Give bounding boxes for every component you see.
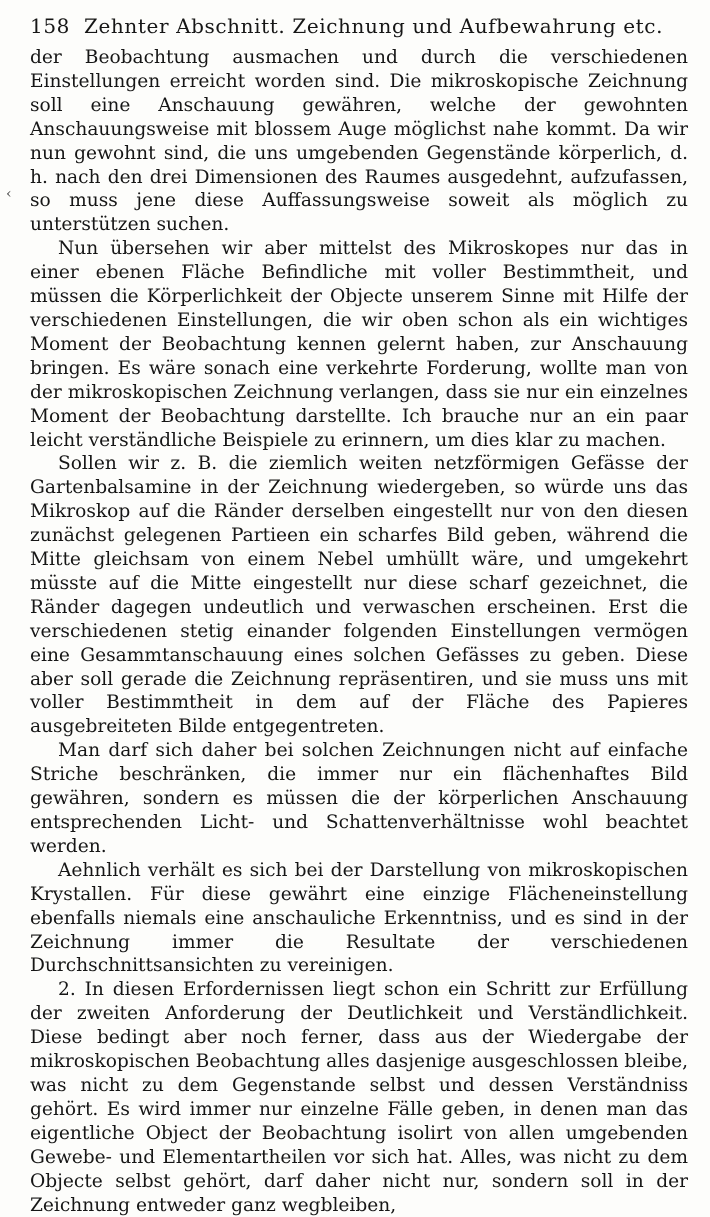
paragraph: Man darf sich daher bei solchen Zeichnungen nicht auf einfache Striche beschränken, die immer nur ein flächenhaftes Bild gewähren, sondern es müssen die der körperlichen Anschauung entsprechenden Licht- und Schattenverhältnisse wohl beachtet werden. <box>30 740 688 857</box>
paragraph: 2. In diesen Erfordernissen liegt schon ein Schritt zur Erfüllung der zweiten Anforderung der Deutlichkeit und Verständlichkeit. Diese bedingt aber noch ferner, dass aus der Wiedergabe der mikroskopischen Beobachtung alles dasjenige ausgeschlossen bleibe, was nicht zu dem Gegenstande selbst und dessen Verständniss gehört. Es wird immer nur einzelne Fälle geben, in denen man das eigentliche Object der Beobachtung isolirt von allen umgebenden Gewebe- und Elementartheilen vor sich hat. Alles, was nicht zu dem Objecte selbst gehört, darf daher nicht nur, sondern soll in der Zeichnung entweder ganz wegbleiben, <box>30 979 688 1216</box>
paragraph: der Beobachtung ausmachen und durch die verschiedenen Einstellungen erreicht worden sind. Die mikroskopische Zeichnung soll eine Anschauung gewähren, welche der gewohnten Anschauungsweise mit blossem Auge möglichst nahe kommt. Da wir nun gewohnt sind, die uns umgebenden Gegenstände körperlich, d. h. nach den drei Dimensionen des Raumes ausgedehnt, aufzufassen, so muss jene diese Auffassungsweise soweit als möglich zu unterstützen suchen. <box>30 47 688 236</box>
paragraph: Aehnlich verhält es sich bei der Darstellung von mikroskopischen Krystallen. Für diese gewährt eine einzige Flächeneinstellung ebenfalls niemals eine anschauliche Erkenntniss, und es sind in der Zeichnung immer die Resultate der verschiedenen Durchschnittsansichten zu vereinigen. <box>30 859 688 977</box>
page-number: 158 <box>30 14 70 38</box>
body-text <box>30 46 688 1217</box>
running-title: Zehnter Abschnitt. Zeichnung und Aufbewahrung etc. <box>83 14 664 38</box>
paragraph: Nun übersehen wir aber mittelst des Mikroskopes nur das in einer ebenen Fläche Befindliche mit voller Bestimmtheit, und müssen die Körperlichkeit der Objecte unserem Sinne mit Hilfe der verschiedenen Einstellungen, die wir oben schon als ein wichtiges Moment der Beobachtung kennen gelernt haben, zur Anschauung bringen. Es wäre sonach eine verkehrte Forderung, wollte man von der mikroskopischen Zeichnung verlangen, dass sie nur ein einzelnes Moment der Beobachtung darstellte. Ich brauche nur an ein paar leicht verständliche Beispiele zu erinnern, um dies klar zu machen. <box>30 238 688 451</box>
margin-mark: ‹ <box>6 186 12 202</box>
running-header <box>30 14 688 38</box>
paragraph: Sollen wir z. B. die ziemlich weiten netzförmigen Gefässe der Gartenbalsamine in der Zeichnung wiedergeben, so würde uns das Mikroskop auf die Ränder derselben eingestellt nur von den diesen zunächst gelegenen Partieen ein scharfes Bild geben, während die Mitte gleichsam von einem Nebel umhüllt wäre, und umgekehrt müsste auf die Mitte eingestellt nur diese scharf gezeichnet, die Ränder dagegen undeutlich und verwaschen erscheinen. Erst die verschiedenen stetig einander folgenden Einstellungen vermögen eine Gesammtanschauung eines solchen Gefässes zu geben. Diese aber soll gerade die Zeichnung repräsentiren, und sie muss uns mit voller Bestimmtheit in dem auf der Fläche des Papieres ausgebreiteten Bilde entgegentreten. <box>30 453 688 738</box>
